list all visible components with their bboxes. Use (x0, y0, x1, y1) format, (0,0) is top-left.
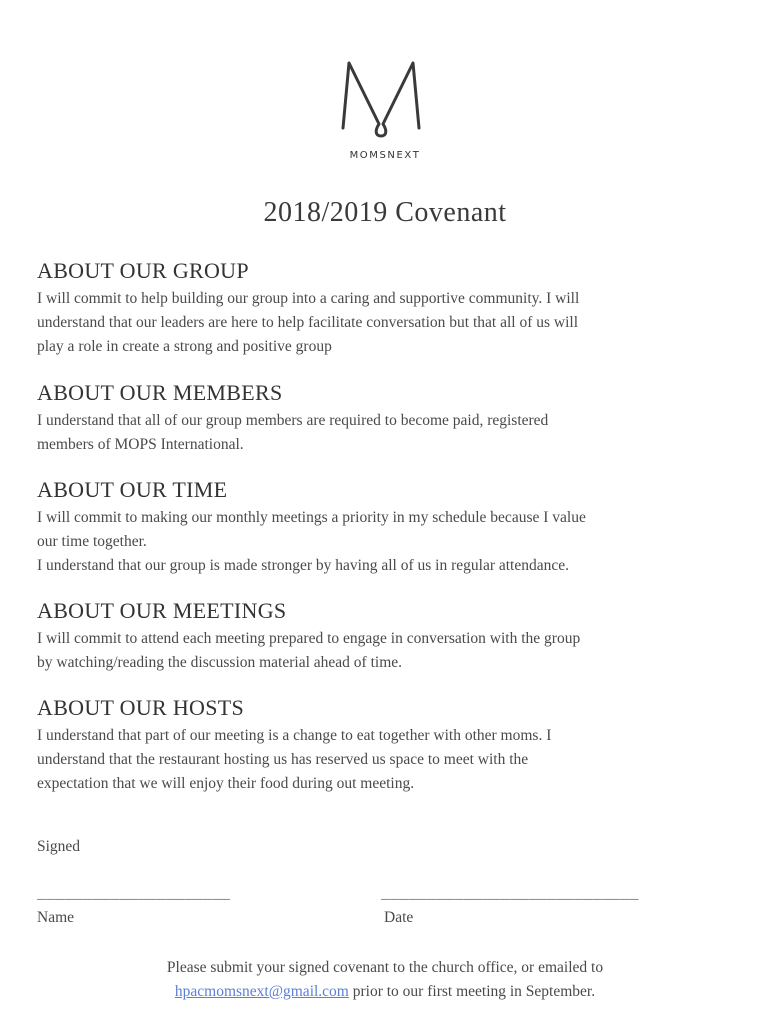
section-heading: ABOUT OUR HOSTS (37, 695, 245, 720)
section-text (37, 409, 727, 457)
section-heading: ABOUT OUR MEMBERS (37, 380, 283, 405)
logo-wordmark: MOMSNEXT (349, 150, 421, 161)
name-signature-line[interactable]: _____________________ (37, 886, 231, 903)
footer-line-rest: prior to our first meeting in September. (348, 983, 596, 1000)
section-time (37, 477, 727, 577)
text-line: I will commit to help building our group into a caring and supportive community. I will (37, 290, 580, 307)
section-heading: ABOUT OUR MEETINGS (37, 598, 287, 623)
section-text (37, 724, 727, 795)
footer-line (0, 980, 770, 1004)
text-line: by watching/reading the discussion material ahead of time. (37, 653, 402, 671)
section-hosts (37, 695, 727, 795)
name-label: Name (37, 909, 75, 926)
m-logo-mark-icon (335, 58, 427, 138)
section-text (37, 506, 727, 577)
document-title: 2018/2019 Covenant (263, 197, 507, 228)
text-line: members of MOPS International. (37, 435, 244, 453)
text-line: understand that the restaurant hosting us has reserved us space to meet with the (37, 750, 529, 768)
section-text (37, 287, 727, 358)
text-line: play a role in create a strong and positive group (37, 337, 332, 355)
text-line: I understand that part of our meeting is a change to eat together with other moms. I (37, 727, 552, 744)
text-line: I will commit to attend each meeting prepared to engage in conversation with the group (37, 630, 581, 647)
text-line: our time together. (37, 532, 147, 550)
text-line: I understand that our group is made stronger by having all of us in regular attendance. (37, 556, 570, 574)
section-group (37, 258, 727, 358)
section-heading: ABOUT OUR GROUP (37, 258, 249, 283)
text-line: understand that our leaders are here to help facilitate conversation but that all of us will (37, 313, 579, 331)
date-label: Date (384, 909, 414, 926)
submission-instructions (0, 956, 770, 1004)
section-heading: ABOUT OUR TIME (37, 477, 228, 502)
text-line: expectation that we will enjoy their food during out meeting. (37, 774, 415, 792)
momsnext-logo (335, 58, 427, 138)
date-signature-line[interactable]: ____________________________ (381, 886, 639, 903)
text-line: I will commit to making our monthly meetings a priority in my schedule because I value (37, 509, 586, 526)
email-link[interactable]: hpacmomsnext@gmail.com (174, 983, 349, 1000)
footer-line: Please submit your signed covenant to the church office, or emailed to (166, 959, 604, 976)
section-text (37, 627, 727, 675)
section-meetings (37, 598, 727, 675)
section-members (37, 380, 727, 457)
signed-label: Signed (37, 838, 81, 855)
text-line: I understand that all of our group members are required to become paid, registered (37, 412, 549, 429)
